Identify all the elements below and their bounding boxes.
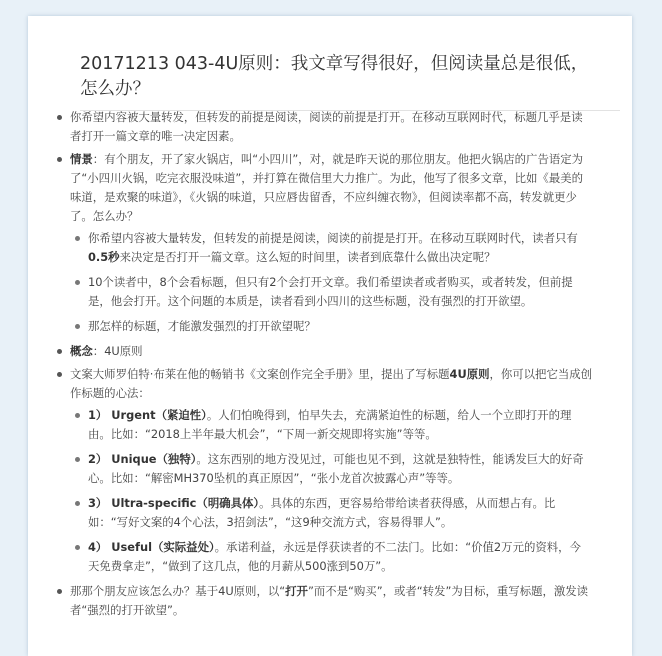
list-item: 文案大师罗伯特·布莱在他的畅销书《文案创作完全手册》里，提出了写标题4U原则，你可以把它当成创作标题的心法： 1） Urgent（紧迫性）。人们怕晚得到，怕早失去，充满紧迫性的标题，给人一个立即打开的理由。比如：“2018上半年最大机会”，“下周一新交规即将实施”等等。 2） Unique（独特）。这东西别的地方没见过，可能也见不到，这就是独特性，能诱发巨大的好奇心。比如：“解密MH370坠机的真正原因”，“张小龙首次披露心声”等等。 3） Ultra-specific（明确具体）。具体的东西，更容易给带给读者获得感，从而想占有。比如：“写好文案的4个心法，3招剑法”，“这9种交流方式，容易得罪人”。 4） Useful（实际益处）。承诺利益，永远是俘获读者的不二法门。比如：“价值2万元的资料，今天免费拿走”，“做到了这几点，他的月薪从500涨到50万”。 [52,365,592,576]
article-body [52,108,592,624]
list-item: 情景：有个朋友，开了家火锅店，叫“小四川”，对，就是昨天说的那位朋友。他把火锅店的广告语定为了“小四川火锅，吃完衣服没味道”，并打算在微信里大力推广。为此，他写了很多文章，比如《最美的味道，是欢聚的味道》，《火锅的味道，只应唇齿留香，不应纠缠衣物》，但阅读率都不高，转发就更少了。怎么办？ 你希望内容被大量转发，但转发的前提是阅读，阅读的前提是打开。在移动互联网时代，读者只有0.5秒来决定是否打开一篇文章。这么短的时间里，读者到底靠什么做出决定呢？ 10个读者中，8个会看标题，但只有2个会打开文章。我们希望读者或者购买，或者转发，但前提是，他会打开。这个问题的本质是，读者看到小四川的这些标题，没有强烈的打开欲望。 那怎样的标题，才能激发强烈的打开欲望呢？ [52,150,592,336]
list-item: 4） Useful（实际益处）。承诺利益，永远是俘获读者的不二法门。比如：“价值2万元的资料，今天免费拿走”，“做到了这几点，他的月薪从500涨到50万”。 [70,538,592,576]
scenario-label: 情景 [70,152,93,166]
list-item: 3） Ultra-specific（明确具体）。具体的东西，更容易给带给读者获得感，从而想占有。比如：“写好文案的4个心法，3招剑法”，“这9种交流方式，容易得罪人”。 [70,494,592,532]
main-list [52,108,592,620]
list-item: 你希望内容被大量转发，但转发的前提是阅读，阅读的前提是打开。在移动互联网时代，读者只有0.5秒来决定是否打开一篇文章。这么短的时间里，读者到底靠什么做出决定呢？ [70,229,592,267]
principles-sublist [70,406,592,576]
list-item: 你希望内容被大量转发，但转发的前提是阅读，阅读的前提是打开。在移动互联网时代，标题几乎是读者打开一篇文章的唯一决定因素。 [52,108,592,146]
list-item: 概念：4U原则 [52,342,592,361]
concept-label: 概念 [70,344,93,358]
scenario-sublist [70,229,592,336]
list-item: 那怎样的标题，才能激发强烈的打开欲望呢？ [70,317,592,336]
page-title: 20171213 043-4U原则：我文章写得很好，但阅读量总是很低，怎么办？ [80,54,589,99]
list-item: 2） Unique（独特）。这东西别的地方没见过，可能也见不到，这就是独特性，能诱发巨大的好奇心。比如：“解密MH370坠机的真正原因”，“张小龙首次披露心声”等等。 [70,450,592,488]
list-item: 那那个朋友应该怎么办？基于4U原则，以“打开”而不是“购买”，或者“转发”为目标，重写标题，激发读者“强烈的打开欲望”。 [52,582,592,620]
list-item: 1） Urgent（紧迫性）。人们怕晚得到，怕早失去，充满紧迫性的标题，给人一个立即打开的理由。比如：“2018上半年最大机会”，“下周一新交规即将实施”等等。 [70,406,592,444]
list-item: 10个读者中，8个会看标题，但只有2个会打开文章。我们希望读者或者购买，或者转发，但前提是，他会打开。这个问题的本质是，读者看到小四川的这些标题，没有强烈的打开欲望。 [70,273,592,311]
